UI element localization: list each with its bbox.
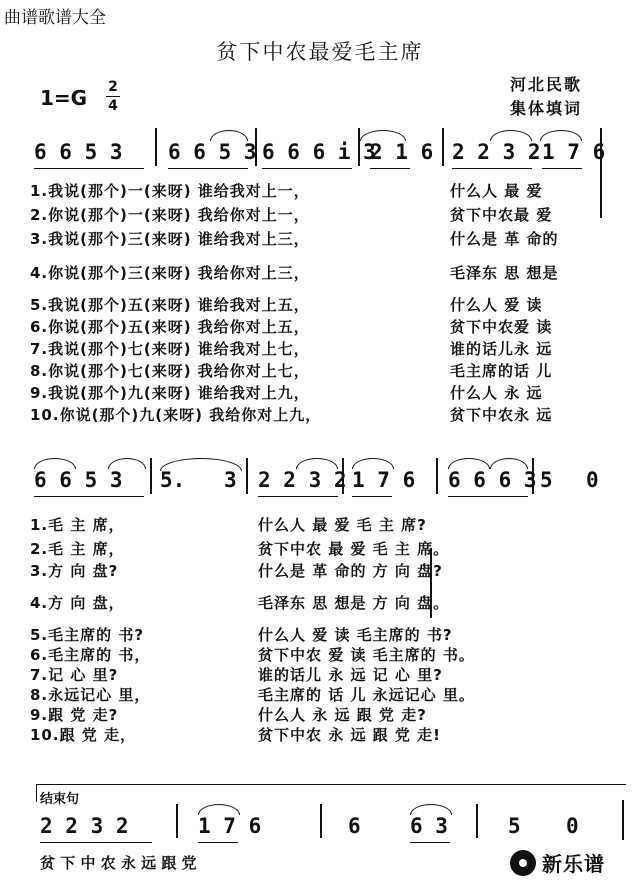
- slur: [198, 804, 240, 815]
- barline: [150, 458, 152, 494]
- verse-8-b: 8.永远记心 里，: [30, 686, 151, 704]
- verse-4-a: 4.你说(那个)三(来呀) 我给你对上三，: [30, 264, 310, 282]
- logo-text: 新乐谱: [542, 852, 605, 876]
- verse-4-a2: 毛泽东 思 想是: [450, 264, 559, 282]
- notation-row-3: 2 2 3 2 1 7 6 6 6 3 5 0: [40, 814, 579, 838]
- slur: [410, 804, 452, 815]
- barline: [436, 458, 438, 494]
- verse-9-a2: 什么人 永 远: [450, 384, 543, 402]
- verse-7-a: 7.我说(那个)七(来呀) 谁给我对上七，: [30, 340, 310, 358]
- verse-3-a: 3.我说(那个)三(来呀) 谁给我对上三，: [30, 230, 310, 248]
- credit-origin: 河北民歌: [510, 75, 583, 94]
- beam: [370, 168, 410, 169]
- time-numerator: 2: [108, 79, 118, 95]
- verse-10-b: 10.跟 党 走，: [30, 726, 137, 744]
- verse-5-b2: 什么人 爱 读 毛主席的 书?: [258, 626, 453, 644]
- beam: [448, 496, 528, 497]
- beam: [352, 496, 392, 497]
- barline: [358, 128, 360, 166]
- verse-1-b2: 什么人 最 爱 毛 主 席?: [258, 516, 427, 534]
- verse-1-b: 1.毛 主 席，: [30, 516, 125, 534]
- notation-row-2: 6 6 5 3 5. 3 2 2 3 2 1 7 6 6 6 6 3 5 0: [34, 468, 599, 492]
- verse-7-a2: 谁的话儿永 远: [450, 340, 553, 358]
- verse-8-a2: 毛主席的话 儿: [450, 362, 553, 380]
- barline: [342, 458, 344, 494]
- slur: [34, 458, 76, 469]
- beam: [452, 168, 532, 169]
- slur: [448, 458, 490, 469]
- verse-5-a: 5.我说(那个)五(来呀) 谁给我对上五，: [30, 296, 310, 314]
- verse-10-a: 10.你说(那个)九(来呀) 我给你对上九，: [30, 406, 322, 424]
- beam: [198, 842, 238, 843]
- barline: [255, 128, 257, 166]
- beam: [262, 168, 352, 169]
- verse-2-b: 2.毛 主 席，: [30, 540, 125, 558]
- verse-6-a2: 贫下中农爱 读: [450, 318, 553, 336]
- barline: [476, 804, 478, 838]
- slur: [490, 130, 532, 141]
- ending-bracket-edge: [36, 784, 37, 802]
- slur: [210, 130, 248, 141]
- barline: [600, 128, 602, 218]
- verse-10-a2: 贫下中农永 远: [450, 406, 553, 424]
- song-title: 贫下中农最爱毛主席: [216, 40, 424, 64]
- verse-5-b: 5.毛主席的 书?: [30, 626, 145, 644]
- barline: [155, 128, 157, 166]
- verse-7-b: 7.记 心 里?: [30, 666, 119, 684]
- verse-9-b2: 什么人 永 远 跟 党 走?: [258, 706, 427, 724]
- time-denominator: 4: [108, 98, 118, 114]
- ending-label: 结束句: [40, 792, 80, 807]
- verse-3-b2: 什么是 革 命的 方 向 盘?: [258, 562, 443, 580]
- verse-2-b2: 贫下中农 最 爱 毛 主 席。: [258, 540, 450, 558]
- verse-9-b: 9.跟 党 走?: [30, 706, 119, 724]
- barline: [246, 458, 248, 494]
- beam: [34, 168, 144, 169]
- beam: [168, 168, 248, 169]
- verse-8-b2: 毛主席的 话 儿 永远记心 里。: [258, 686, 475, 704]
- verse-7-b2: 谁的话儿 永 远 记 心 里?: [258, 666, 443, 684]
- slur: [352, 458, 394, 469]
- slur: [296, 458, 338, 469]
- slur: [540, 130, 582, 141]
- verse-2-a2: 贫下中农最 爱: [450, 206, 553, 224]
- verse-9-a: 9.我说(那个)九(来呀) 谁给我对上九，: [30, 384, 310, 402]
- verse-6-a: 6.你说(那个)五(来呀) 我给你对上五，: [30, 318, 310, 336]
- record-icon: [510, 850, 536, 876]
- slur: [108, 458, 146, 469]
- beam: [258, 496, 338, 497]
- verse-3-a2: 什么是 革 命的: [450, 230, 559, 248]
- verse-3-b: 3.方 向 盘?: [30, 562, 119, 580]
- beam: [34, 496, 144, 497]
- slur: [490, 458, 528, 469]
- watermark-logo: [510, 848, 605, 877]
- barline: [442, 128, 444, 166]
- site-header: 曲谱歌谱大全: [4, 8, 106, 28]
- barline: [176, 804, 178, 838]
- barline: [532, 458, 534, 494]
- key-signature: 1=G: [40, 86, 88, 110]
- beam: [40, 842, 152, 843]
- verse-5-a2: 什么人 爱 读: [450, 296, 543, 314]
- verse-2-a: 2.你说(那个)一(来呀) 我给你对上一，: [30, 206, 310, 224]
- notation-row-1: 6 6 5 3 6 6 5 3 6 6 6 i 3 2 1 6 2 2 3 2 1 7 6: [34, 140, 606, 164]
- credit-lyricist: 集体填词: [510, 99, 583, 118]
- verse-1-a: 1.我说(那个)一(来呀) 谁给我对上一，: [30, 182, 310, 200]
- slur: [360, 130, 406, 141]
- ending-bracket: [36, 784, 626, 785]
- verse-6-b2: 贫下中农 爱 读 毛主席的 书。: [258, 646, 475, 664]
- slur: [160, 458, 242, 471]
- verse-4-b2: 毛泽东 思 想是 方 向 盘。: [258, 594, 450, 612]
- verse-1-a2: 什么人 最 爱: [450, 182, 543, 200]
- verse-6-b: 6.毛主席的 书，: [30, 646, 151, 664]
- beam: [542, 168, 582, 169]
- beam: [410, 842, 450, 843]
- verse-10-b2: 贫下中农 永 远 跟 党 走!: [258, 726, 441, 744]
- barline: [320, 804, 322, 838]
- verse-4-b: 4.方 向 盘，: [30, 594, 125, 612]
- barline: [622, 800, 624, 840]
- ending-lyric: 贫 下 中 农 永 远 跟 党: [40, 854, 197, 872]
- time-signature: [106, 80, 120, 113]
- verse-8-a: 8.你说(那个)七(来呀) 我给你对上七，: [30, 362, 310, 380]
